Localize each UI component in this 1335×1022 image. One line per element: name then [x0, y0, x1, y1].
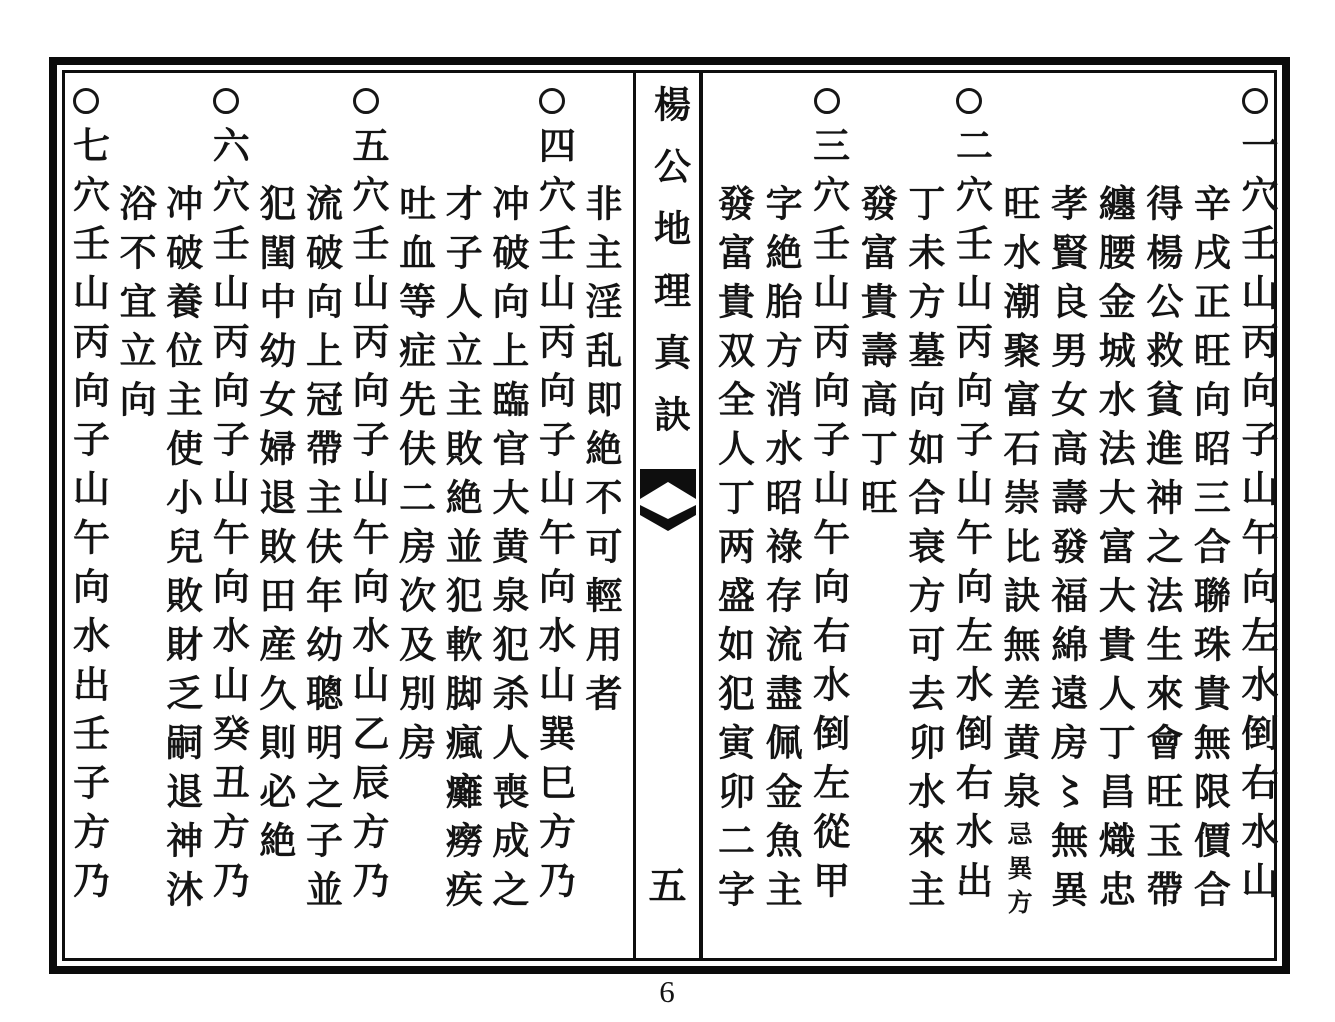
section-marker-icon	[956, 88, 982, 114]
text-column	[346, 86, 393, 958]
column-text: 二穴壬山丙向子山午向左水倒右水出	[949, 126, 991, 910]
text-column	[253, 86, 300, 958]
section-marker-icon	[1242, 88, 1268, 114]
text-column	[806, 86, 854, 958]
text-column	[758, 86, 806, 958]
column-text: 得楊公救貧進神之法生來會旺玉帶	[1139, 184, 1181, 919]
text-column	[1187, 86, 1235, 958]
text-column	[996, 86, 1044, 958]
column-text: 字絶胎方消水昭祿存流盡佩金魚主	[759, 184, 801, 919]
section-marker-icon	[814, 88, 840, 114]
column-text: 冲破向上臨官大黄泉犯杀人喪成之	[485, 184, 527, 919]
text-column	[579, 86, 626, 958]
text-column	[300, 86, 347, 958]
column-text: 發富貴双全人丁两盛如犯寅卯二字	[711, 184, 753, 919]
column-text: 七穴壬山丙向子山午向水出壬子方乃	[66, 126, 108, 910]
text-column	[901, 86, 949, 958]
column-text: 一穴壬山丙向子山午向左水倒右水山	[1235, 126, 1276, 910]
text-column	[1092, 86, 1140, 958]
right-page-columns	[710, 86, 1282, 958]
column-text: 流破向上冠帶主伕年幼聰明之子並	[299, 184, 341, 919]
section-marker-icon	[539, 88, 565, 114]
column-text: 四穴壬山丙向子山午向水山巽巳方乃	[532, 126, 574, 910]
text-column	[160, 86, 207, 958]
column-text: 犯閨中幼女婦退敗田産久則必絶	[252, 184, 294, 870]
center-fold-strip	[633, 73, 703, 958]
column-text: 才子人立主敗絶並犯軟脚瘋癱癆疾	[439, 184, 481, 919]
text-column	[1044, 86, 1092, 958]
text-column	[1234, 86, 1282, 958]
column-text: 六穴壬山丙向子山午向水山癸丑方乃	[206, 126, 248, 910]
text-column	[533, 86, 580, 958]
book-title: 楊公地理真訣	[647, 85, 689, 457]
column-text: 浴不宜立向	[113, 184, 155, 429]
text-column	[1139, 86, 1187, 958]
column-text: 五穴壬山丙向子山午向水山乙辰方乃	[346, 126, 388, 910]
column-text: 三穴壬山丙向子山午向右水倒左從甲	[806, 126, 848, 910]
column-text: 纏腰金城水法大富大貴人丁昌熾忠	[1092, 184, 1134, 919]
fishtail-ornament-icon	[640, 469, 696, 535]
column-text: 冲破養位主使小兒敗財乏嗣退神沐	[159, 184, 201, 919]
column-text: 辛戌正旺向昭三合聯珠貴無限價合	[1187, 184, 1229, 919]
column-text: 孝賢良男女高壽發福綿遠房〻無異	[1044, 184, 1086, 919]
left-page-columns	[66, 86, 626, 958]
text-column	[711, 86, 759, 958]
text-column	[207, 86, 254, 958]
section-marker-icon	[213, 88, 239, 114]
column-text: 吐血等症先伕二房次及別房	[392, 184, 434, 772]
section-marker-icon	[73, 88, 99, 114]
column-text-small: 忌異方	[1004, 821, 1032, 923]
folio-number: 五	[648, 866, 687, 908]
column-text: 丁未方墓向如合衰方可去卯水來主	[901, 184, 943, 919]
print-page-number: 6	[659, 974, 675, 1009]
column-text: 非主淫乱即絶不可輕用者	[579, 184, 620, 723]
text-column	[486, 86, 533, 958]
text-column	[949, 86, 997, 958]
column-text: 旺水潮聚富石崇比訣無差黄泉	[997, 184, 1039, 821]
section-marker-icon	[353, 88, 379, 114]
text-column	[440, 86, 487, 958]
text-column	[67, 86, 114, 958]
column-text: 發富貴壽高丁旺	[854, 184, 896, 527]
